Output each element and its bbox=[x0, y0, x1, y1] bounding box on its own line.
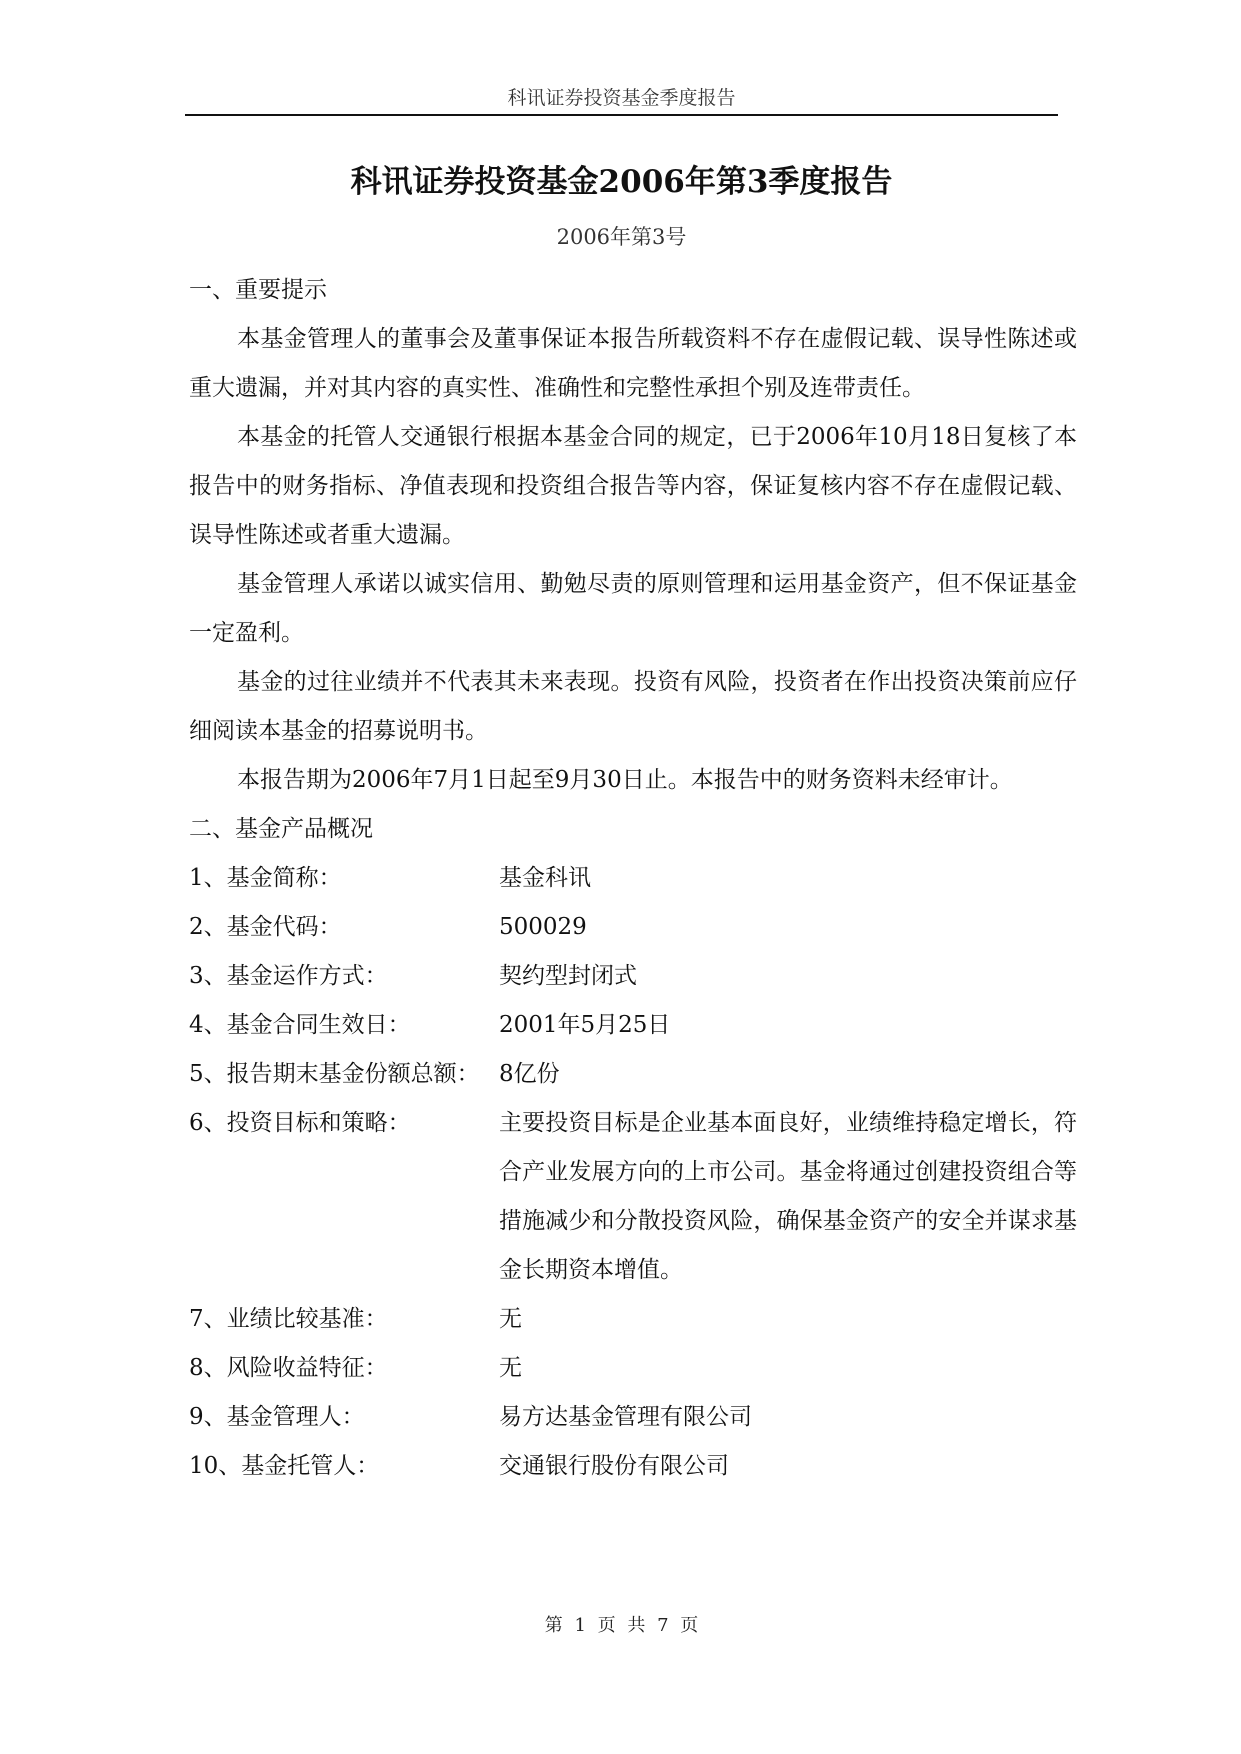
fund-info-label: 4、基金合同生效日： bbox=[189, 1012, 411, 1038]
fund-info-value: 无 bbox=[499, 1306, 522, 1332]
fund-info-value: 500029 bbox=[499, 914, 587, 940]
document-body bbox=[189, 266, 1077, 1491]
section-heading-important-notice: 一、重要提示 bbox=[189, 277, 327, 303]
fund-info-value: 2001年5月25日 bbox=[499, 1012, 671, 1038]
fund-info-value: 易方达基金管理有限公司 bbox=[499, 1404, 752, 1430]
fund-info-label: 3、基金运作方式： bbox=[189, 963, 388, 989]
fund-info-row bbox=[189, 1442, 1077, 1491]
notice-paragraph: 基金的过往业绩并不代表其未来表现。投资有风险，投资者在作出投资决策前应仔细阅读本基金的招募说明书。 bbox=[189, 669, 1077, 744]
fund-info-value: 主要投资目标是企业基本面良好，业绩维持稳定增长，符合产业发展方向的上市公司。基金将通过创建投资组合等措施减少和分散投资风险，确保基金资产的安全并谋求基金长期资本增值。 bbox=[499, 1110, 1077, 1283]
fund-info-row bbox=[189, 1344, 1077, 1393]
header-divider bbox=[185, 114, 1058, 116]
document-number: 2006年第3号 bbox=[556, 225, 687, 249]
fund-info-row bbox=[189, 1050, 1077, 1099]
fund-info-label: 6、投资目标和策略： bbox=[189, 1110, 411, 1136]
fund-info-value: 交通银行股份有限公司 bbox=[499, 1453, 729, 1479]
fund-info-label: 7、业绩比较基准： bbox=[189, 1306, 388, 1332]
notice-paragraph: 本报告期为2006年7月1日起至9月30日止。本报告中的财务资料未经审计。 bbox=[237, 767, 1013, 793]
fund-info-row bbox=[189, 1393, 1077, 1442]
fund-info-value: 契约型封闭式 bbox=[499, 963, 637, 989]
section-heading-fund-overview: 二、基金产品概况 bbox=[189, 816, 373, 842]
fund-info-row bbox=[189, 854, 1077, 903]
fund-info-row bbox=[189, 1099, 1077, 1295]
fund-info-label: 8、风险收益特征： bbox=[189, 1355, 388, 1381]
fund-info-row bbox=[189, 1295, 1077, 1344]
fund-info-value: 无 bbox=[499, 1355, 522, 1381]
document-title: 科讯证券投资基金2006年第3季度报告 bbox=[350, 164, 893, 200]
fund-info-row bbox=[189, 903, 1077, 952]
fund-info-value: 基金科讯 bbox=[499, 865, 591, 891]
page-number: 第 1 页 共 7 页 bbox=[544, 1615, 699, 1636]
running-header: 科讯证券投资基金季度报告 bbox=[507, 87, 736, 109]
notice-paragraph: 本基金的托管人交通银行根据本基金合同的规定，已于2006年10月18日复核了本报告中的财务指标、净值表现和投资组合报告等内容，保证复核内容不存在虚假记载、误导性陈述或者重大遗漏。 bbox=[189, 424, 1077, 548]
fund-info-row bbox=[189, 1001, 1077, 1050]
fund-info-label: 10、基金托管人： bbox=[189, 1453, 380, 1479]
fund-info-row bbox=[189, 952, 1077, 1001]
fund-info-label: 9、基金管理人： bbox=[189, 1404, 365, 1430]
notice-paragraph: 本基金管理人的董事会及董事保证本报告所载资料不存在虚假记载、误导性陈述或重大遗漏，并对其内容的真实性、准确性和完整性承担个别及连带责任。 bbox=[189, 326, 1077, 401]
fund-info-label: 2、基金代码： bbox=[189, 914, 342, 940]
fund-info-label: 5、报告期末基金份额总额： bbox=[189, 1061, 480, 1087]
notice-paragraph: 基金管理人承诺以诚实信用、勤勉尽责的原则管理和运用基金资产，但不保证基金一定盈利。 bbox=[189, 571, 1077, 646]
fund-info-label: 1、基金简称： bbox=[189, 865, 342, 891]
fund-info-value: 8亿份 bbox=[499, 1061, 560, 1087]
